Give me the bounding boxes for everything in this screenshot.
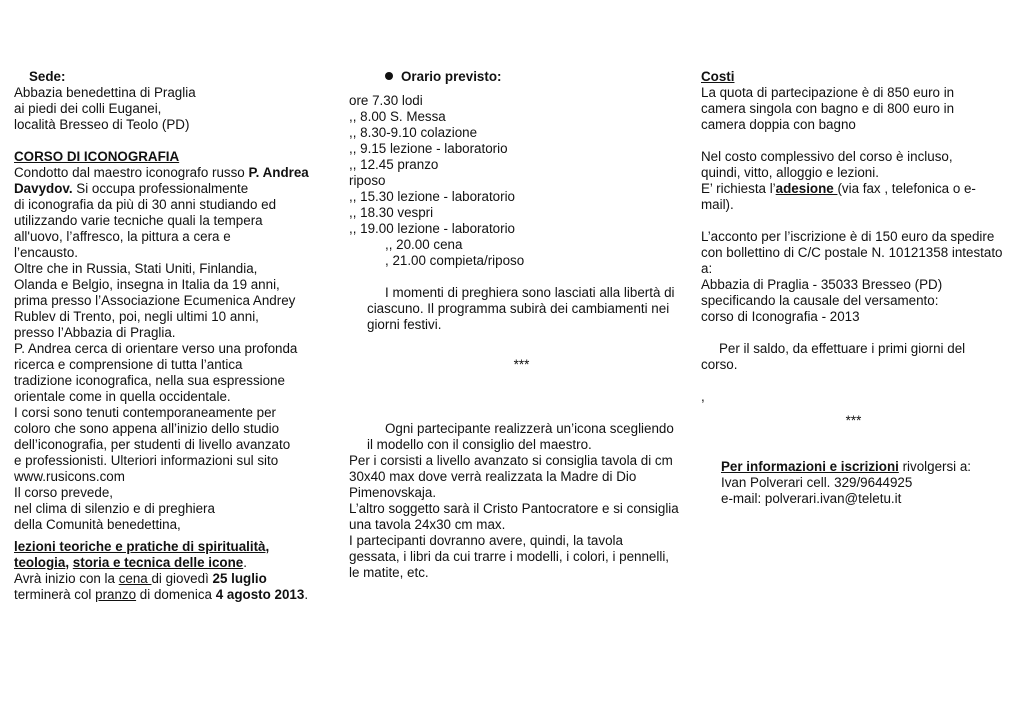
separator-stars: *** [845, 413, 862, 428]
start-date-line: Avrà inizio con la cena di giovedì 25 luglio [14, 571, 267, 586]
bio-line: presso l’Abbazia di Praglia. [14, 325, 176, 340]
sede-line: località Bresseo di Teolo (PD) [14, 117, 190, 132]
acconto-line: a: [701, 261, 713, 276]
costi-line: La quota di partecipazione è di 850 euro in [701, 85, 955, 100]
bio-line: di iconografia da più di 30 anni studiando ed [14, 197, 277, 212]
incluso-line: Nel costo complessivo del corso è incluso, [701, 149, 953, 164]
costi-label: Costi [701, 69, 735, 84]
separator-stars: *** [513, 357, 530, 372]
bio-line: della Comunità benedettina, [14, 517, 181, 532]
schedule-item: ,, 20.00 cena [385, 237, 463, 252]
tavole-line: una tavola 24x30 cm max. [349, 517, 506, 532]
tavole-line: le matite, etc. [349, 565, 429, 580]
end-date-line: terminerà col pranzo di domenica 4 agosto 2013. [14, 587, 309, 602]
orario-label: Orario previsto: [349, 69, 694, 85]
intro-line: Condotto dal maestro iconografo russo P. Andrea [14, 165, 309, 180]
bio-line: Oltre che in Russia, Stati Uniti, Finlandia, [14, 261, 258, 276]
schedule-item: ,, 8.00 S. Messa [349, 109, 446, 124]
lezioni-line: teologia, storia e tecnica delle icone. [14, 555, 247, 570]
acconto-line: Abbazia di Praglia - 35033 Bresseo (PD) [701, 277, 943, 292]
bio-line: P. Andrea cerca di orientare verso una profonda [14, 341, 298, 356]
adesione-line: mail). [701, 197, 734, 212]
bio-line: Il corso prevede, [14, 485, 113, 500]
schedule-item: ,, 12.45 pranzo [349, 157, 439, 172]
teacher-surname: Davydov. [14, 181, 73, 196]
acconto-line: corso di Iconografia - 2013 [701, 309, 860, 324]
teacher-name: P. Andrea [248, 165, 309, 180]
lezioni-line: lezioni teoriche e pratiche di spiritualità, [14, 539, 270, 554]
tavole-line: gessata, i libri da cui trarre i modelli, i colori, i pennelli, [349, 549, 670, 564]
bullet-icon [385, 72, 393, 80]
sede-line: Abbazia benedettina di Praglia [14, 85, 196, 100]
schedule-item: ,, 15.30 lezione - laboratorio [349, 189, 515, 204]
stray-comma: , [701, 389, 705, 404]
schedule-item: ore 7.30 lodi [349, 93, 423, 108]
bio-line: Rublev di Trento, poi, negli ultimi 10 anni, [14, 309, 259, 324]
schedule-item: riposo [349, 173, 386, 188]
adesione-line: E’ richiesta l’adesione (via fax , telefonica o e- [701, 181, 976, 196]
column-location-course [14, 69, 334, 603]
momenti-line: ciascuno. Il programma subirà dei cambiamenti nei [367, 301, 670, 316]
tavole-line: 30x40 max dove verrà realizzata la Madre di Dio [349, 469, 637, 484]
website-text: www.rusicons.com [14, 469, 125, 484]
incluso-line: quindi, vitto, alloggio e lezioni. [701, 165, 879, 180]
bio-line: prima presso l’Associazione Ecumenica Andrey [14, 293, 296, 308]
sede-label: Sede: [29, 69, 66, 84]
tavole-line: L’altro soggetto sarà il Cristo Pantocratore e si consiglia [349, 501, 679, 516]
intro-line: Davydov. Si occupa professionalmente [14, 181, 249, 196]
bio-line: nel clima di silenzio e di preghiera [14, 501, 215, 516]
bio-line: I corsi sono tenuti contemporaneamente per [14, 405, 277, 420]
course-heading: CORSO DI ICONOGRAFIA [14, 149, 180, 164]
bio-line: coloro che sono appena all’inizio dello studio [14, 421, 280, 436]
bio-line: dell’iconografia, per studenti di livello avanzato [14, 437, 291, 452]
costi-line: camera doppia con bagno [701, 117, 856, 132]
acconto-line: con bollettino di C/C postale N. 10121358 intestato [701, 245, 1003, 260]
schedule-item: ,, 19.00 lezione - laboratorio [349, 221, 515, 236]
bio-line: l’encausto. [14, 245, 79, 260]
bio-line: orientale come in quella occidentale. [14, 389, 231, 404]
contact-phone: Ivan Polverari cell. 329/9644925 [721, 475, 913, 490]
costi-line: camera singola con bagno e di 800 euro in [701, 101, 955, 116]
info-line: Per informazioni e iscrizioni rivolgersi a: [721, 459, 972, 474]
tavole-line: Pimenovskaja. [349, 485, 437, 500]
saldo-line: corso. [701, 357, 738, 372]
column-schedule [349, 69, 694, 581]
schedule-item: ,, 8.30-9.10 colazione [349, 125, 478, 140]
tavole-line: Per i corsisti a livello avanzato si consiglia tavola di cm [349, 453, 673, 468]
bio-line: ricerca e comprensione di tutta l’antica [14, 357, 243, 372]
tavole-line: I partecipanti dovranno avere, quindi, la tavola [349, 533, 623, 548]
schedule-item: ,, 9.15 lezione - laboratorio [349, 141, 508, 156]
schedule-item: ,, 18.30 vespri [349, 205, 434, 220]
schedule-item: , 21.00 compieta/riposo [385, 253, 525, 268]
momenti-line: giorni festivi. [367, 317, 442, 332]
contact-email: e-mail: polverari.ivan@teletu.it [721, 491, 902, 506]
bio-line: tradizione iconografica, nella sua espressione [14, 373, 285, 388]
bio-line: e professionisti. Ulteriori informazioni sul sito [14, 453, 279, 468]
ogni-line: Ogni partecipante realizzerà un’icona scegliendo [385, 421, 674, 436]
column-costs-contacts [701, 69, 1006, 507]
acconto-line: L’acconto per l’iscrizione è di 150 euro da spedire [701, 229, 995, 244]
bio-line: Olanda e Belgio, insegna in Italia da 19 anni, [14, 277, 280, 292]
acconto-line: specificando la causale del versamento: [701, 293, 939, 308]
saldo-line: Per il saldo, da effettuare i primi giorni del [719, 341, 966, 356]
momenti-line: I momenti di preghiera sono lasciati alla libertà di [385, 285, 675, 300]
ogni-line: il modello con il consiglio del maestro. [367, 437, 592, 452]
bio-line: all'uovo, l’affresco, la pittura a cera e [14, 229, 231, 244]
bio-line: utilizzando varie tecniche quali la tempera [14, 213, 263, 228]
sede-line: ai piedi dei colli Euganei, [14, 101, 162, 116]
